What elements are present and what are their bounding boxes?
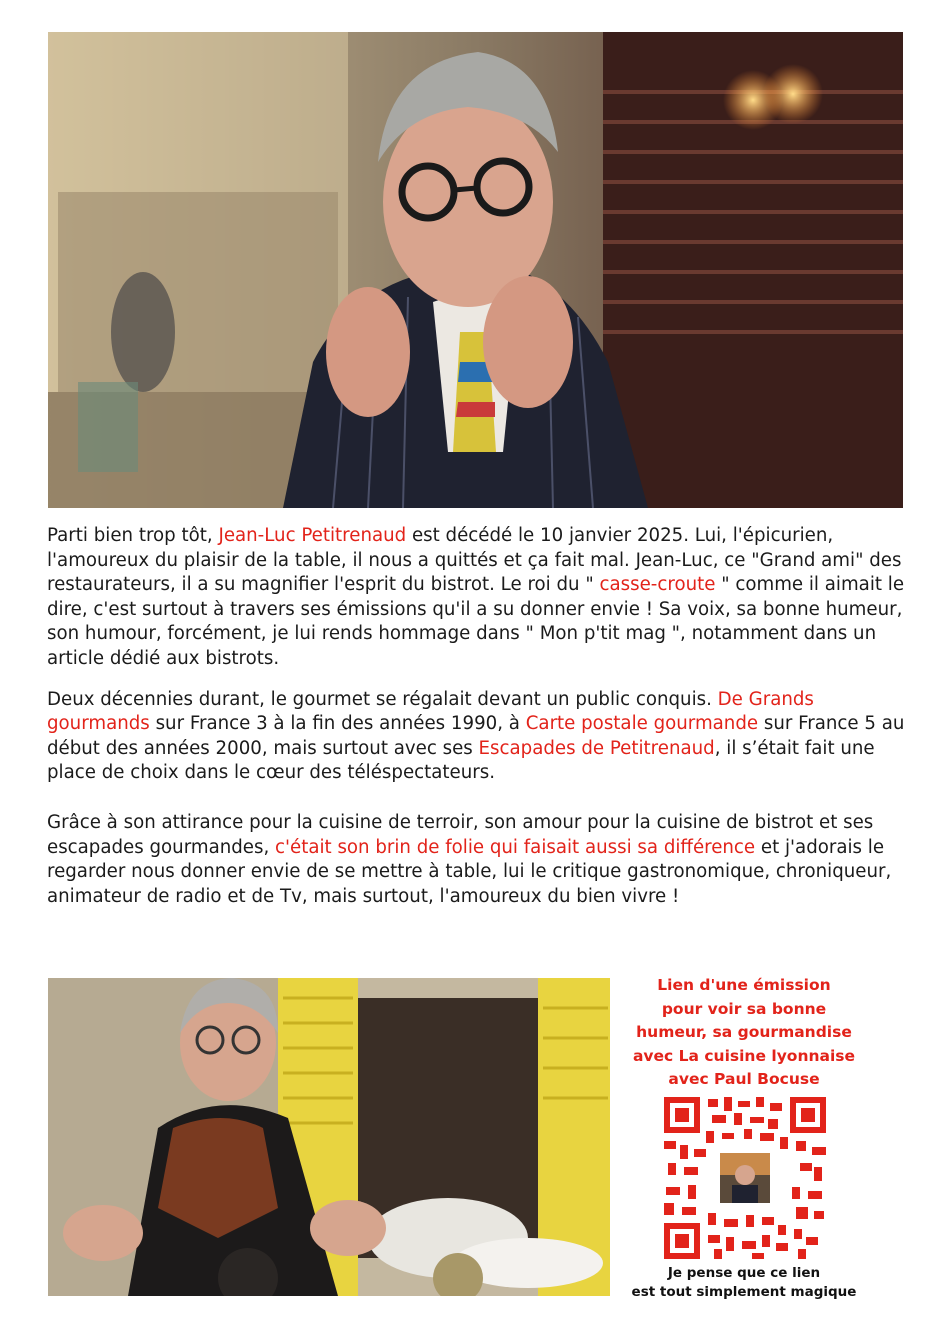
qr-caption (622, 1264, 866, 1302)
hero-photo (48, 32, 903, 508)
note-line: pour voir sa bonne (661, 999, 827, 1018)
article-body (47, 524, 907, 925)
paragraph-text: Deux décennies durant, le gourmet se régalait devant un public conquis. (47, 688, 718, 710)
paragraph-passion (47, 811, 907, 909)
paragraph-text: sur France 3 à la fin des années 1990, à (149, 713, 526, 735)
paragraph-text: et j'adorais le regarder nous donner envie de se mettre à table, lui le critique gastronomique, chroniqueur, animateur de radio et de Tv, mais surtout, l'amoureux du bien vivre ! (47, 836, 892, 907)
bottom-photo (48, 978, 610, 1296)
note-line: humeur, sa gourmandise (636, 1023, 852, 1041)
highlight-folie: c'était son brin de folie qui faisait aussi sa différence (275, 836, 756, 858)
qr-code[interactable] (664, 1097, 826, 1259)
paragraph-text: est décédé le 10 janvier 2025. Lui, l'épicurien, l'amoureux du plaisir de la table, il nous a quittés et ça fait mal. Jean-Luc, ce "Grand ami" des restaurateurs, il a su magnifier l'esprit du bistrot. Le roi du " (47, 525, 902, 596)
show-grands-gourmands-link[interactable]: De Grands gourmands (47, 688, 814, 735)
hero-photo-illustration (48, 32, 903, 508)
caption-line: Je pense que ce lien (667, 1265, 821, 1281)
bottom-photo-illustration (48, 978, 610, 1296)
note-line: avec La cuisine lyonnaise (632, 1046, 856, 1065)
show-escapades-link[interactable]: Escapades de Petitrenaud (478, 737, 715, 759)
video-link-note (622, 974, 866, 1092)
note-line: avec Paul Bocuse (668, 1070, 820, 1088)
qr-code-icon (664, 1097, 826, 1259)
paragraph-shows (47, 688, 907, 786)
paragraph-text: Grâce à son attirance pour la cuisine de terroir, son amour pour la cuisine de bistrot et ses escapades gourmandes, (47, 811, 874, 858)
paragraph-text: " comme il aimait le dire, c'est surtout à travers ses émissions qu'il a su donner envie ! Sa voix, sa bonne humeur, son humour, forcément, je lui rends hommage dans " Mon p'tit mag ", notamment dans un article dédié aux bistrots. (47, 574, 905, 669)
caption-line: est tout simplement magique (631, 1284, 857, 1300)
paragraph-tribute (47, 524, 907, 672)
paragraph-text: , il s’était fait une place de choix dans le cœur des téléspectateurs. (47, 737, 875, 784)
casse-croute-link[interactable]: casse-croute (599, 574, 716, 596)
show-carte-postale-link[interactable]: Carte postale gourmande (525, 713, 759, 735)
paragraph-text: sur France 5 au début des années 2000, mais surtout avec ses (47, 713, 905, 759)
note-line: Lien d'une émission (657, 976, 831, 994)
paragraph-text: Parti bien trop tôt, (47, 525, 219, 546)
name-link[interactable]: Jean-Luc Petitrenaud (218, 525, 407, 546)
